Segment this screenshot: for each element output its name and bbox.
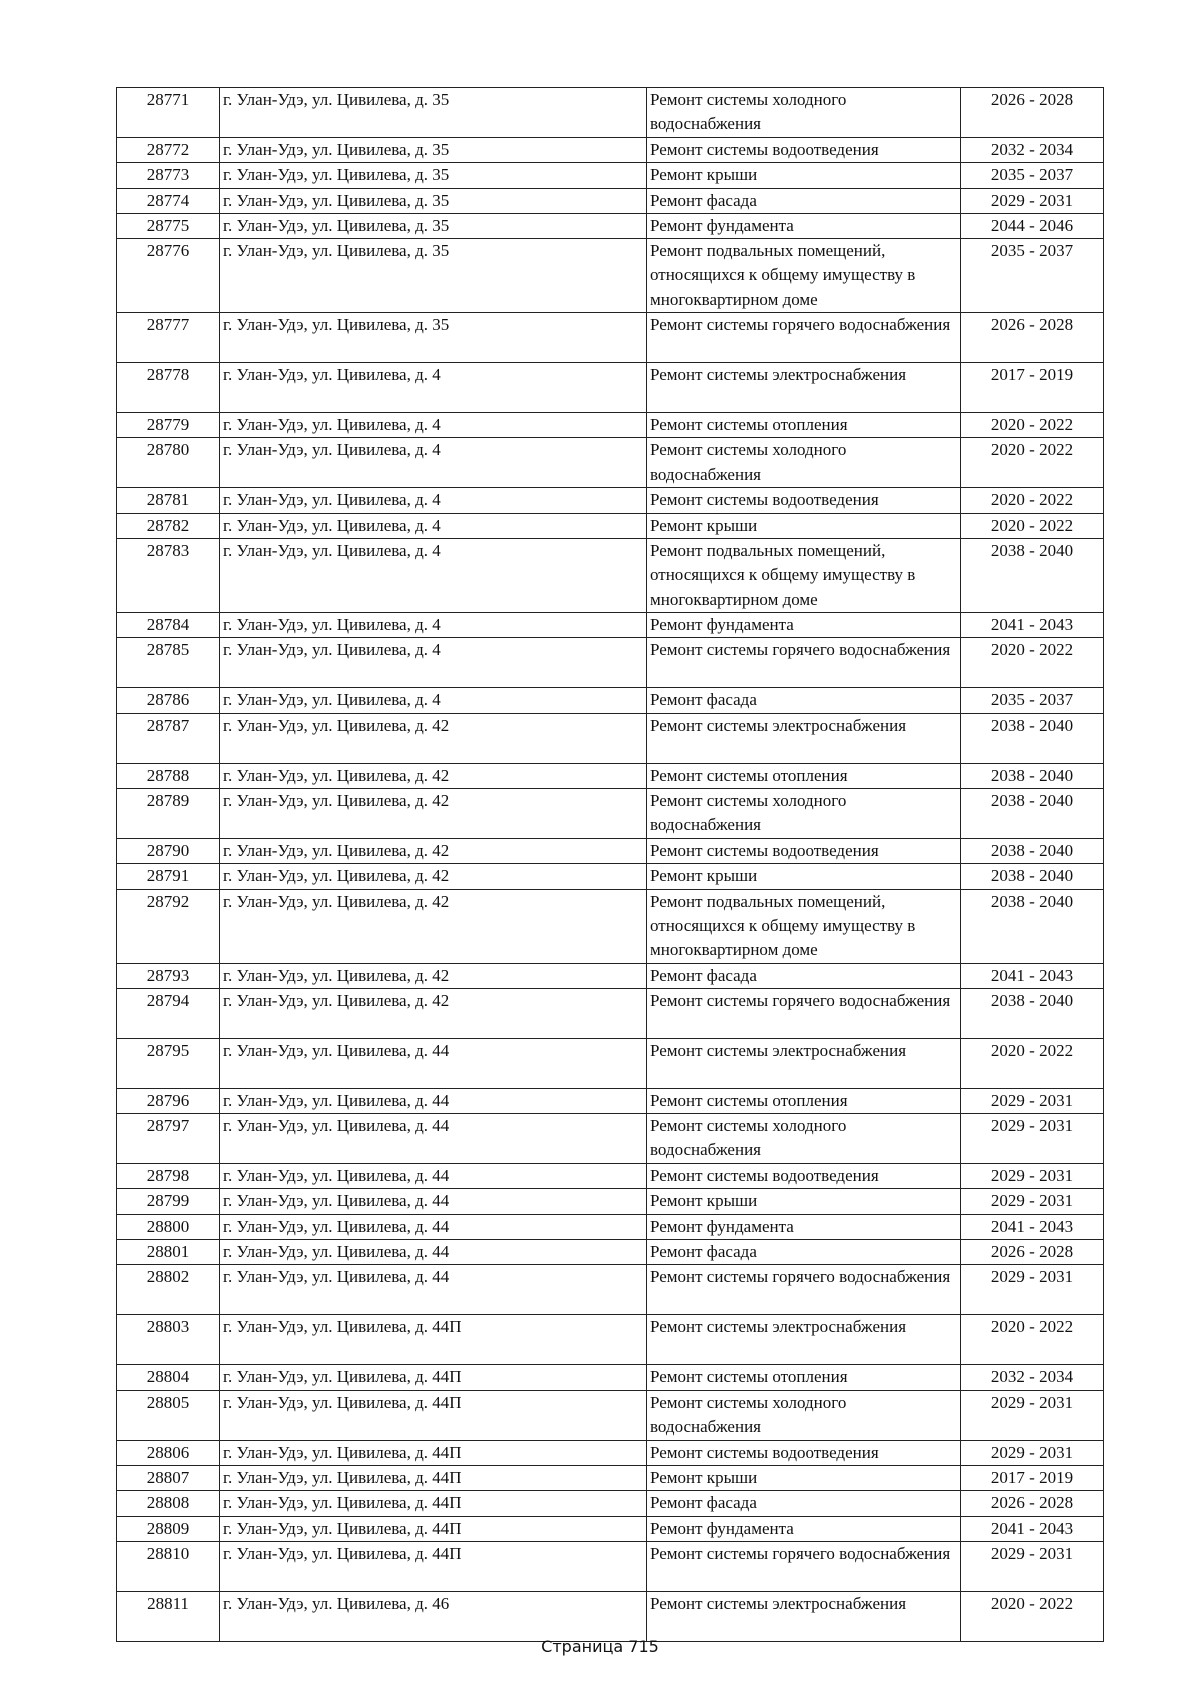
table-row: [117, 1591, 1104, 1641]
table-row: [117, 713, 1104, 763]
row-number-cell: 28784: [117, 613, 220, 638]
work-type-cell: Ремонт системы холодного водоснабжения: [647, 1390, 961, 1440]
work-type-cell: Ремонт фасада: [647, 688, 961, 713]
work-type-cell: Ремонт системы холодного водоснабжения: [647, 788, 961, 838]
row-number-cell: 28803: [117, 1315, 220, 1365]
row-number-cell: 28781: [117, 488, 220, 513]
table-row: [117, 1214, 1104, 1239]
work-type-cell: Ремонт системы холодного водоснабжения: [647, 88, 961, 138]
table-row: [117, 864, 1104, 889]
table-row: [117, 313, 1104, 363]
row-number-cell: 28809: [117, 1516, 220, 1541]
row-number-cell: 28783: [117, 539, 220, 613]
period-cell: 2035 - 2037: [961, 163, 1104, 188]
table-row: [117, 188, 1104, 213]
work-type-cell: Ремонт системы горячего водоснабжения: [647, 1541, 961, 1591]
table-row: [117, 488, 1104, 513]
table-row: [117, 889, 1104, 963]
page-number: Страница 715: [541, 1637, 659, 1656]
table-row: [117, 1315, 1104, 1365]
work-type-cell: Ремонт системы электроснабжения: [647, 1038, 961, 1088]
address-cell: г. Улан-Удэ, ул. Цивилева, д. 44: [220, 1214, 647, 1239]
work-type-cell: Ремонт подвальных помещений, относящихся к общему имуществу в многоквартирном доме: [647, 539, 961, 613]
work-type-cell: Ремонт системы электроснабжения: [647, 1315, 961, 1365]
address-cell: г. Улан-Удэ, ул. Цивилева, д. 35: [220, 163, 647, 188]
row-number-cell: 28795: [117, 1038, 220, 1088]
address-cell: г. Улан-Удэ, ул. Цивилева, д. 44: [220, 1038, 647, 1088]
row-number-cell: 28798: [117, 1164, 220, 1189]
row-number-cell: 28774: [117, 188, 220, 213]
address-cell: г. Улан-Удэ, ул. Цивилева, д. 35: [220, 239, 647, 313]
period-cell: 2026 - 2028: [961, 313, 1104, 363]
repair-schedule-table: [116, 87, 1104, 1642]
table-row: [117, 1038, 1104, 1088]
address-cell: г. Улан-Удэ, ул. Цивилева, д. 35: [220, 188, 647, 213]
work-type-cell: Ремонт системы отопления: [647, 1365, 961, 1390]
period-cell: 2026 - 2028: [961, 88, 1104, 138]
work-type-cell: Ремонт системы холодного водоснабжения: [647, 438, 961, 488]
work-type-cell: Ремонт крыши: [647, 1465, 961, 1490]
row-number-cell: 28801: [117, 1240, 220, 1265]
row-number-cell: 28804: [117, 1365, 220, 1390]
period-cell: 2038 - 2040: [961, 988, 1104, 1038]
table-row: [117, 988, 1104, 1038]
work-type-cell: Ремонт фундамента: [647, 1214, 961, 1239]
work-type-cell: Ремонт фасада: [647, 963, 961, 988]
address-cell: г. Улан-Удэ, ул. Цивилева, д. 42: [220, 889, 647, 963]
period-cell: 2017 - 2019: [961, 363, 1104, 413]
period-cell: 2032 - 2034: [961, 138, 1104, 163]
row-number-cell: 28793: [117, 963, 220, 988]
work-type-cell: Ремонт системы водоотведения: [647, 488, 961, 513]
address-cell: г. Улан-Удэ, ул. Цивилева, д. 4: [220, 613, 647, 638]
work-type-cell: Ремонт системы электроснабжения: [647, 363, 961, 413]
period-cell: 2038 - 2040: [961, 788, 1104, 838]
table-row: [117, 1440, 1104, 1465]
table-row: [117, 838, 1104, 863]
period-cell: 2038 - 2040: [961, 763, 1104, 788]
work-type-cell: Ремонт фасада: [647, 188, 961, 213]
period-cell: 2020 - 2022: [961, 438, 1104, 488]
period-cell: 2035 - 2037: [961, 688, 1104, 713]
period-cell: 2041 - 2043: [961, 1214, 1104, 1239]
period-cell: 2017 - 2019: [961, 1465, 1104, 1490]
row-number-cell: 28790: [117, 838, 220, 863]
address-cell: г. Улан-Удэ, ул. Цивилева, д. 42: [220, 838, 647, 863]
row-number-cell: 28799: [117, 1189, 220, 1214]
work-type-cell: Ремонт фундамента: [647, 1516, 961, 1541]
work-type-cell: Ремонт системы водоотведения: [647, 1164, 961, 1189]
table-row: [117, 513, 1104, 538]
period-cell: 2029 - 2031: [961, 1440, 1104, 1465]
address-cell: г. Улан-Удэ, ул. Цивилева, д. 35: [220, 213, 647, 238]
table-row: [117, 1164, 1104, 1189]
period-cell: 2029 - 2031: [961, 188, 1104, 213]
address-cell: г. Улан-Удэ, ул. Цивилева, д. 35: [220, 313, 647, 363]
table-row: [117, 1465, 1104, 1490]
address-cell: г. Улан-Удэ, ул. Цивилева, д. 44П: [220, 1390, 647, 1440]
period-cell: 2020 - 2022: [961, 513, 1104, 538]
row-number-cell: 28806: [117, 1440, 220, 1465]
table-row: [117, 638, 1104, 688]
table-row: [117, 688, 1104, 713]
table-row: [117, 963, 1104, 988]
address-cell: г. Улан-Удэ, ул. Цивилева, д. 44П: [220, 1516, 647, 1541]
table-row: [117, 138, 1104, 163]
row-number-cell: 28776: [117, 239, 220, 313]
row-number-cell: 28771: [117, 88, 220, 138]
period-cell: 2029 - 2031: [961, 1390, 1104, 1440]
work-type-cell: Ремонт системы отопления: [647, 763, 961, 788]
period-cell: 2029 - 2031: [961, 1164, 1104, 1189]
address-cell: г. Улан-Удэ, ул. Цивилева, д. 44П: [220, 1491, 647, 1516]
table-row: [117, 788, 1104, 838]
address-cell: г. Улан-Удэ, ул. Цивилева, д. 35: [220, 88, 647, 138]
address-cell: г. Улан-Удэ, ул. Цивилева, д. 44: [220, 1088, 647, 1113]
row-number-cell: 28782: [117, 513, 220, 538]
address-cell: г. Улан-Удэ, ул. Цивилева, д. 42: [220, 963, 647, 988]
period-cell: 2020 - 2022: [961, 1315, 1104, 1365]
row-number-cell: 28796: [117, 1088, 220, 1113]
address-cell: г. Улан-Удэ, ул. Цивилева, д. 4: [220, 513, 647, 538]
address-cell: г. Улан-Удэ, ул. Цивилева, д. 42: [220, 763, 647, 788]
address-cell: г. Улан-Удэ, ул. Цивилева, д. 44П: [220, 1440, 647, 1465]
row-number-cell: 28789: [117, 788, 220, 838]
row-number-cell: 28779: [117, 413, 220, 438]
work-type-cell: Ремонт подвальных помещений, относящихся к общему имуществу в многоквартирном доме: [647, 239, 961, 313]
work-type-cell: Ремонт системы горячего водоснабжения: [647, 1265, 961, 1315]
table-row: [117, 1114, 1104, 1164]
address-cell: г. Улан-Удэ, ул. Цивилева, д. 44: [220, 1265, 647, 1315]
address-cell: г. Улан-Удэ, ул. Цивилева, д. 4: [220, 688, 647, 713]
table-row: [117, 239, 1104, 313]
address-cell: г. Улан-Удэ, ул. Цивилева, д. 44: [220, 1240, 647, 1265]
period-cell: 2029 - 2031: [961, 1114, 1104, 1164]
address-cell: г. Улан-Удэ, ул. Цивилева, д. 4: [220, 438, 647, 488]
table-row: [117, 413, 1104, 438]
row-number-cell: 28792: [117, 889, 220, 963]
table-row: [117, 1265, 1104, 1315]
table-row: [117, 1491, 1104, 1516]
address-cell: г. Улан-Удэ, ул. Цивилева, д. 44: [220, 1114, 647, 1164]
address-cell: г. Улан-Удэ, ул. Цивилева, д. 4: [220, 363, 647, 413]
work-type-cell: Ремонт системы холодного водоснабжения: [647, 1114, 961, 1164]
period-cell: 2038 - 2040: [961, 539, 1104, 613]
address-cell: г. Улан-Удэ, ул. Цивилева, д. 42: [220, 713, 647, 763]
period-cell: 2038 - 2040: [961, 713, 1104, 763]
period-cell: 2029 - 2031: [961, 1088, 1104, 1113]
table-row: [117, 1390, 1104, 1440]
address-cell: г. Улан-Удэ, ул. Цивилева, д. 42: [220, 788, 647, 838]
period-cell: 2038 - 2040: [961, 889, 1104, 963]
row-number-cell: 28788: [117, 763, 220, 788]
period-cell: 2029 - 2031: [961, 1541, 1104, 1591]
address-cell: г. Улан-Удэ, ул. Цивилева, д. 35: [220, 138, 647, 163]
address-cell: г. Улан-Удэ, ул. Цивилева, д. 4: [220, 638, 647, 688]
address-cell: г. Улан-Удэ, ул. Цивилева, д. 44П: [220, 1541, 647, 1591]
work-type-cell: Ремонт фасада: [647, 1240, 961, 1265]
table-row: [117, 1189, 1104, 1214]
address-cell: г. Улан-Удэ, ул. Цивилева, д. 4: [220, 488, 647, 513]
work-type-cell: Ремонт системы горячего водоснабжения: [647, 638, 961, 688]
period-cell: 2029 - 2031: [961, 1265, 1104, 1315]
address-cell: г. Улан-Удэ, ул. Цивилева, д. 4: [220, 413, 647, 438]
work-type-cell: Ремонт системы отопления: [647, 413, 961, 438]
table-body: [117, 88, 1104, 1642]
work-type-cell: Ремонт крыши: [647, 1189, 961, 1214]
period-cell: 2020 - 2022: [961, 1038, 1104, 1088]
work-type-cell: Ремонт системы отопления: [647, 1088, 961, 1113]
work-type-cell: Ремонт фасада: [647, 1491, 961, 1516]
period-cell: 2026 - 2028: [961, 1240, 1104, 1265]
table-row: [117, 1516, 1104, 1541]
table-row: [117, 438, 1104, 488]
address-cell: г. Улан-Удэ, ул. Цивилева, д. 4: [220, 539, 647, 613]
row-number-cell: 28780: [117, 438, 220, 488]
table-row: [117, 363, 1104, 413]
table-row: [117, 1240, 1104, 1265]
row-number-cell: 28800: [117, 1214, 220, 1239]
work-type-cell: Ремонт системы электроснабжения: [647, 713, 961, 763]
work-type-cell: Ремонт системы водоотведения: [647, 138, 961, 163]
address-cell: г. Улан-Удэ, ул. Цивилева, д. 42: [220, 988, 647, 1038]
address-cell: г. Улан-Удэ, ул. Цивилева, д. 42: [220, 864, 647, 889]
address-cell: г. Улан-Удэ, ул. Цивилева, д. 46: [220, 1591, 647, 1641]
address-cell: г. Улан-Удэ, ул. Цивилева, д. 44: [220, 1164, 647, 1189]
work-type-cell: Ремонт подвальных помещений, относящихся к общему имуществу в многоквартирном доме: [647, 889, 961, 963]
row-number-cell: 28797: [117, 1114, 220, 1164]
row-number-cell: 28778: [117, 363, 220, 413]
work-type-cell: Ремонт системы горячего водоснабжения: [647, 313, 961, 363]
table-row: [117, 1541, 1104, 1591]
row-number-cell: 28772: [117, 138, 220, 163]
row-number-cell: 28775: [117, 213, 220, 238]
period-cell: 2020 - 2022: [961, 488, 1104, 513]
work-type-cell: Ремонт фундамента: [647, 613, 961, 638]
table-row: [117, 1088, 1104, 1113]
work-type-cell: Ремонт крыши: [647, 513, 961, 538]
period-cell: 2029 - 2031: [961, 1189, 1104, 1214]
work-type-cell: Ремонт системы электроснабжения: [647, 1591, 961, 1641]
period-cell: 2041 - 2043: [961, 1516, 1104, 1541]
row-number-cell: 28810: [117, 1541, 220, 1591]
row-number-cell: 28802: [117, 1265, 220, 1315]
table-row: [117, 163, 1104, 188]
period-cell: 2020 - 2022: [961, 638, 1104, 688]
row-number-cell: 28811: [117, 1591, 220, 1641]
work-type-cell: Ремонт системы горячего водоснабжения: [647, 988, 961, 1038]
row-number-cell: 28791: [117, 864, 220, 889]
period-cell: 2044 - 2046: [961, 213, 1104, 238]
work-type-cell: Ремонт системы водоотведения: [647, 838, 961, 863]
address-cell: г. Улан-Удэ, ул. Цивилева, д. 44П: [220, 1315, 647, 1365]
period-cell: 2020 - 2022: [961, 1591, 1104, 1641]
row-number-cell: 28807: [117, 1465, 220, 1490]
address-cell: г. Улан-Удэ, ул. Цивилева, д. 44П: [220, 1365, 647, 1390]
table-row: [117, 613, 1104, 638]
table-row: [117, 88, 1104, 138]
work-type-cell: Ремонт системы водоотведения: [647, 1440, 961, 1465]
address-cell: г. Улан-Удэ, ул. Цивилева, д. 44П: [220, 1465, 647, 1490]
period-cell: 2041 - 2043: [961, 963, 1104, 988]
row-number-cell: 28787: [117, 713, 220, 763]
row-number-cell: 28777: [117, 313, 220, 363]
row-number-cell: 28794: [117, 988, 220, 1038]
row-number-cell: 28786: [117, 688, 220, 713]
work-type-cell: Ремонт крыши: [647, 163, 961, 188]
address-cell: г. Улан-Удэ, ул. Цивилева, д. 44: [220, 1189, 647, 1214]
table-row: [117, 1365, 1104, 1390]
work-type-cell: Ремонт крыши: [647, 864, 961, 889]
row-number-cell: 28773: [117, 163, 220, 188]
row-number-cell: 28805: [117, 1390, 220, 1440]
row-number-cell: 28808: [117, 1491, 220, 1516]
work-type-cell: Ремонт фундамента: [647, 213, 961, 238]
period-cell: 2041 - 2043: [961, 613, 1104, 638]
period-cell: 2020 - 2022: [961, 413, 1104, 438]
period-cell: 2035 - 2037: [961, 239, 1104, 313]
period-cell: 2026 - 2028: [961, 1491, 1104, 1516]
period-cell: 2038 - 2040: [961, 864, 1104, 889]
period-cell: 2038 - 2040: [961, 838, 1104, 863]
table-row: [117, 763, 1104, 788]
period-cell: 2032 - 2034: [961, 1365, 1104, 1390]
table-row: [117, 539, 1104, 613]
row-number-cell: 28785: [117, 638, 220, 688]
table-row: [117, 213, 1104, 238]
